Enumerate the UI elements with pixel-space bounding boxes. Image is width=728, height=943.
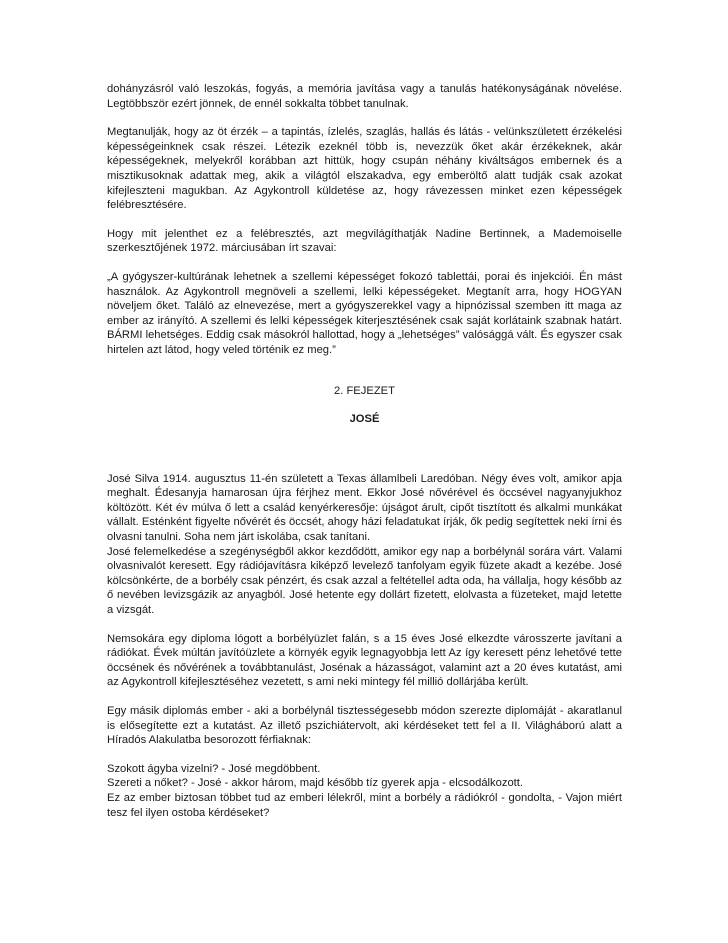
- paragraph-7: Nemsokára egy diploma lógott a borbélyüzlet falán, s a 15 éves José elkezdte városszerte javítani a rádiókat. Évek múltán javítóüzlete a környék egyik legnagyobbja lett Az így keresett pénz lehetővé tette öccsének és nővérének a továbbtanulást, Josénak a házasságot, valamint azt a 20 éves kutatást, ami az Agykontroll kifejlesztéséhez vezetett, s ami neki mintegy fél millió dollárjába került.: [107, 632, 622, 689]
- paragraph-3: Hogy mit jelenthet ez a felébresztés, azt megvilágíthatják Nadine Bertinnek, a Mademoiselle szerkesztőjének 1972. márciusában írt szavai:: [107, 227, 622, 255]
- chapter-title: JOSÉ: [349, 413, 380, 426]
- paragraph-5: José Silva 1914. augusztus 11-én született a Texas államlbeli Laredóban. Négy éves volt, amikor apja meghalt. Édesanyja hamarosan újra férjhez ment. Ekkor José nővérével és öccsével nagyanyjukhoz költözött. Két év múlva ő lett a család kenyérkeresője: újságot árult, cipőt tisztított és alkalmi munkákat vállalt. Esténként figyelte nővérét és öccsét, ahogy házi feladatukat írják, ők pedig segítettek neki írni és olvasni tanulni. Soha nem járt iskolába, csak tanítani.: [107, 472, 622, 544]
- paragraph-11: Ez az ember biztosan többet tud az emberi lélekről, mint a borbély a rádiókról - gondolta, - Vajon miért tesz fel ilyen ostoba kérdéseket?: [107, 791, 622, 819]
- paragraph-1: dohányzásról való leszokás, fogyás, a memória javítása vagy a tanulás hatékonyságának növelése. Legtöbbször ezért jönnek, de ennél sokkalta többet tanulnak.: [107, 83, 622, 110]
- quote-paragraph: „A gyógyszer-kultúrának lehetnek a szellemi képességet fokozó tablettái, porai és injekciói. Én mást használok. Az Agykontroll megnöveli a szellemi, lelki képességeket. Megtanít arra, hogy HOGYAN növeljem őket. Találó az elnevezése, mert a gyógyszerekkel vagy a hipnózissal szemben itt maga az ember az irányító. A szellemi és lelki képességek kiterjesztésének csak saját korlátaink szabnak határt. BÁRMI lehetséges. Eddig csak másokról hallottad, hogy a „lehetséges” valósággá vált. És egyszer csak hirtelen azt látod, hogy veled történik ez meg.”: [107, 270, 622, 356]
- paragraph-2: Megtanulják, hogy az öt érzék – a tapintás, ízlelés, szaglás, hallás és látás - velünkszületett érzékelési képességeinknek csak részei. Létezik ezeknél több is, nevezzük őket akár érzékeknek, akár képességeknek, melyekről korábban azt hittük, hogy csupán néhány kiváltságos embernek és a misztikusoknak adattak meg, akik a világtól elszakadva, egy emberöltő alatt tudják csak azokat kifejleszteni magukban. Az Agykontroll küldetése az, hogy rávezessen minket ezen képességek felébresztésére.: [107, 126, 622, 212]
- paragraph-9: Szokott ágyba vizelni? - José megdöbbent.: [107, 762, 321, 775]
- chapter-label: 2. FEJEZET: [334, 384, 395, 397]
- paragraph-6: José felemelkedése a szegénységből akkor kezdődött, amikor egy nap a borbélynál sorára várt. Valami olvasnivalót keresett. Egy rádiójavításra kiképző levelező tanfolyam egyik füzete akadt a kezébe. José kölcsönkérte, de a borbély csak pénzért, és csak azzal a feltétellel adta oda, ha vállalja, hogy később az ő nevében levizsgázik az anyagból. José hetente egy dollárt fizetett, elolvasta a füzeteket, majd letette a vizsgát.: [107, 545, 622, 617]
- paragraph-8: Egy másik diplomás ember - aki a borbélynál tisztességesebb módon szerezte diplomáját - akaratlanul is elősegítette ezt a kutatást. Az illető pszichiátervolt, aki kérdéseket tett fel a II. Világháború alatt a Híradós Alakulatba besorozott férfiaknak:: [107, 705, 622, 747]
- paragraph-10: Szereti a nőket? - José - akkor három, majd később tíz gyerek apja - elcsodálkozott.: [107, 777, 523, 790]
- document-page: [107, 82, 622, 820]
